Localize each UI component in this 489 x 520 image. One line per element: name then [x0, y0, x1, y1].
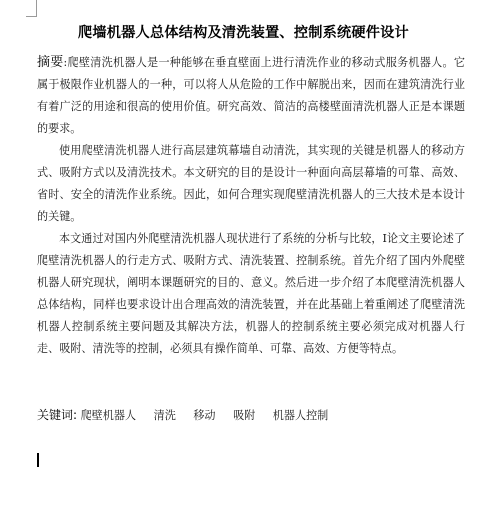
document-title: 爬墙机器人总体结构及清洗装置、控制系统硬件设计: [78, 25, 409, 41]
abstract-paragraph-2: 使用爬壁清洗机器人进行高层建筑幕墙自动清洗，其实现的关键是机器人的移动方式、吸附方式以及清洗技术。本文研究的目的是设计一种面向高层幕墙的可靠、高效、省时、安全的清洗作业系统。因此，如何合理实现爬壁清洗机器人的三大技术是本设计的关键。: [37, 144, 465, 223]
abstract-heading-separator: :: [63, 56, 68, 69]
keywords-line: [37, 404, 465, 427]
keyword: 吸附: [233, 409, 256, 422]
abstract-paragraph-1-text: 爬壁清洗机器人是一种能够在垂直壁面上进行清洗作业的移动式服务机器人。它属于极限作业机器人的一种，可以将人从危险的工作中解脱出来，因而在建筑清洗行业有着广泛的用途和很高的使用价值。研究高效、简洁的高楼壁面清洗机器人正是本课题的要求。: [37, 56, 465, 135]
keyword: 机器人控制: [272, 409, 329, 422]
keywords-label: 关键词:: [37, 408, 78, 422]
abstract-heading: 摘要: [37, 55, 64, 70]
abstract-paragraph-3: 本文通过对国内外爬壁清洗机器人现状进行了系统的分析与比较，I论文主要论述了爬壁清洗机器人的行走方式、吸附方式、清洗装置、控制系统。首先介绍了国内外爬壁机器人研究现状，阐明本课题研究的目的、意义。然后进一步介绍了本爬壁清洗机器人总体结构，同样也要求设计出合理高效的清洗装置，并在此基础上着重阐述了爬壁清洗机器人控制系统主要问题及其解决方法，机器人的控制系统主要必须完成对机器人行走、吸附、清洗等的控制，必须具有操作简单、可靠、高效、方便等特点。: [37, 232, 465, 355]
keyword: 清洗: [153, 409, 176, 422]
text-cursor[interactable]: [37, 453, 39, 467]
keyword: 移动: [193, 409, 216, 422]
keyword: 爬壁机器人: [80, 409, 137, 422]
abstract-paragraph-1: [37, 52, 465, 140]
page-corner-mark: [26, 0, 37, 17]
